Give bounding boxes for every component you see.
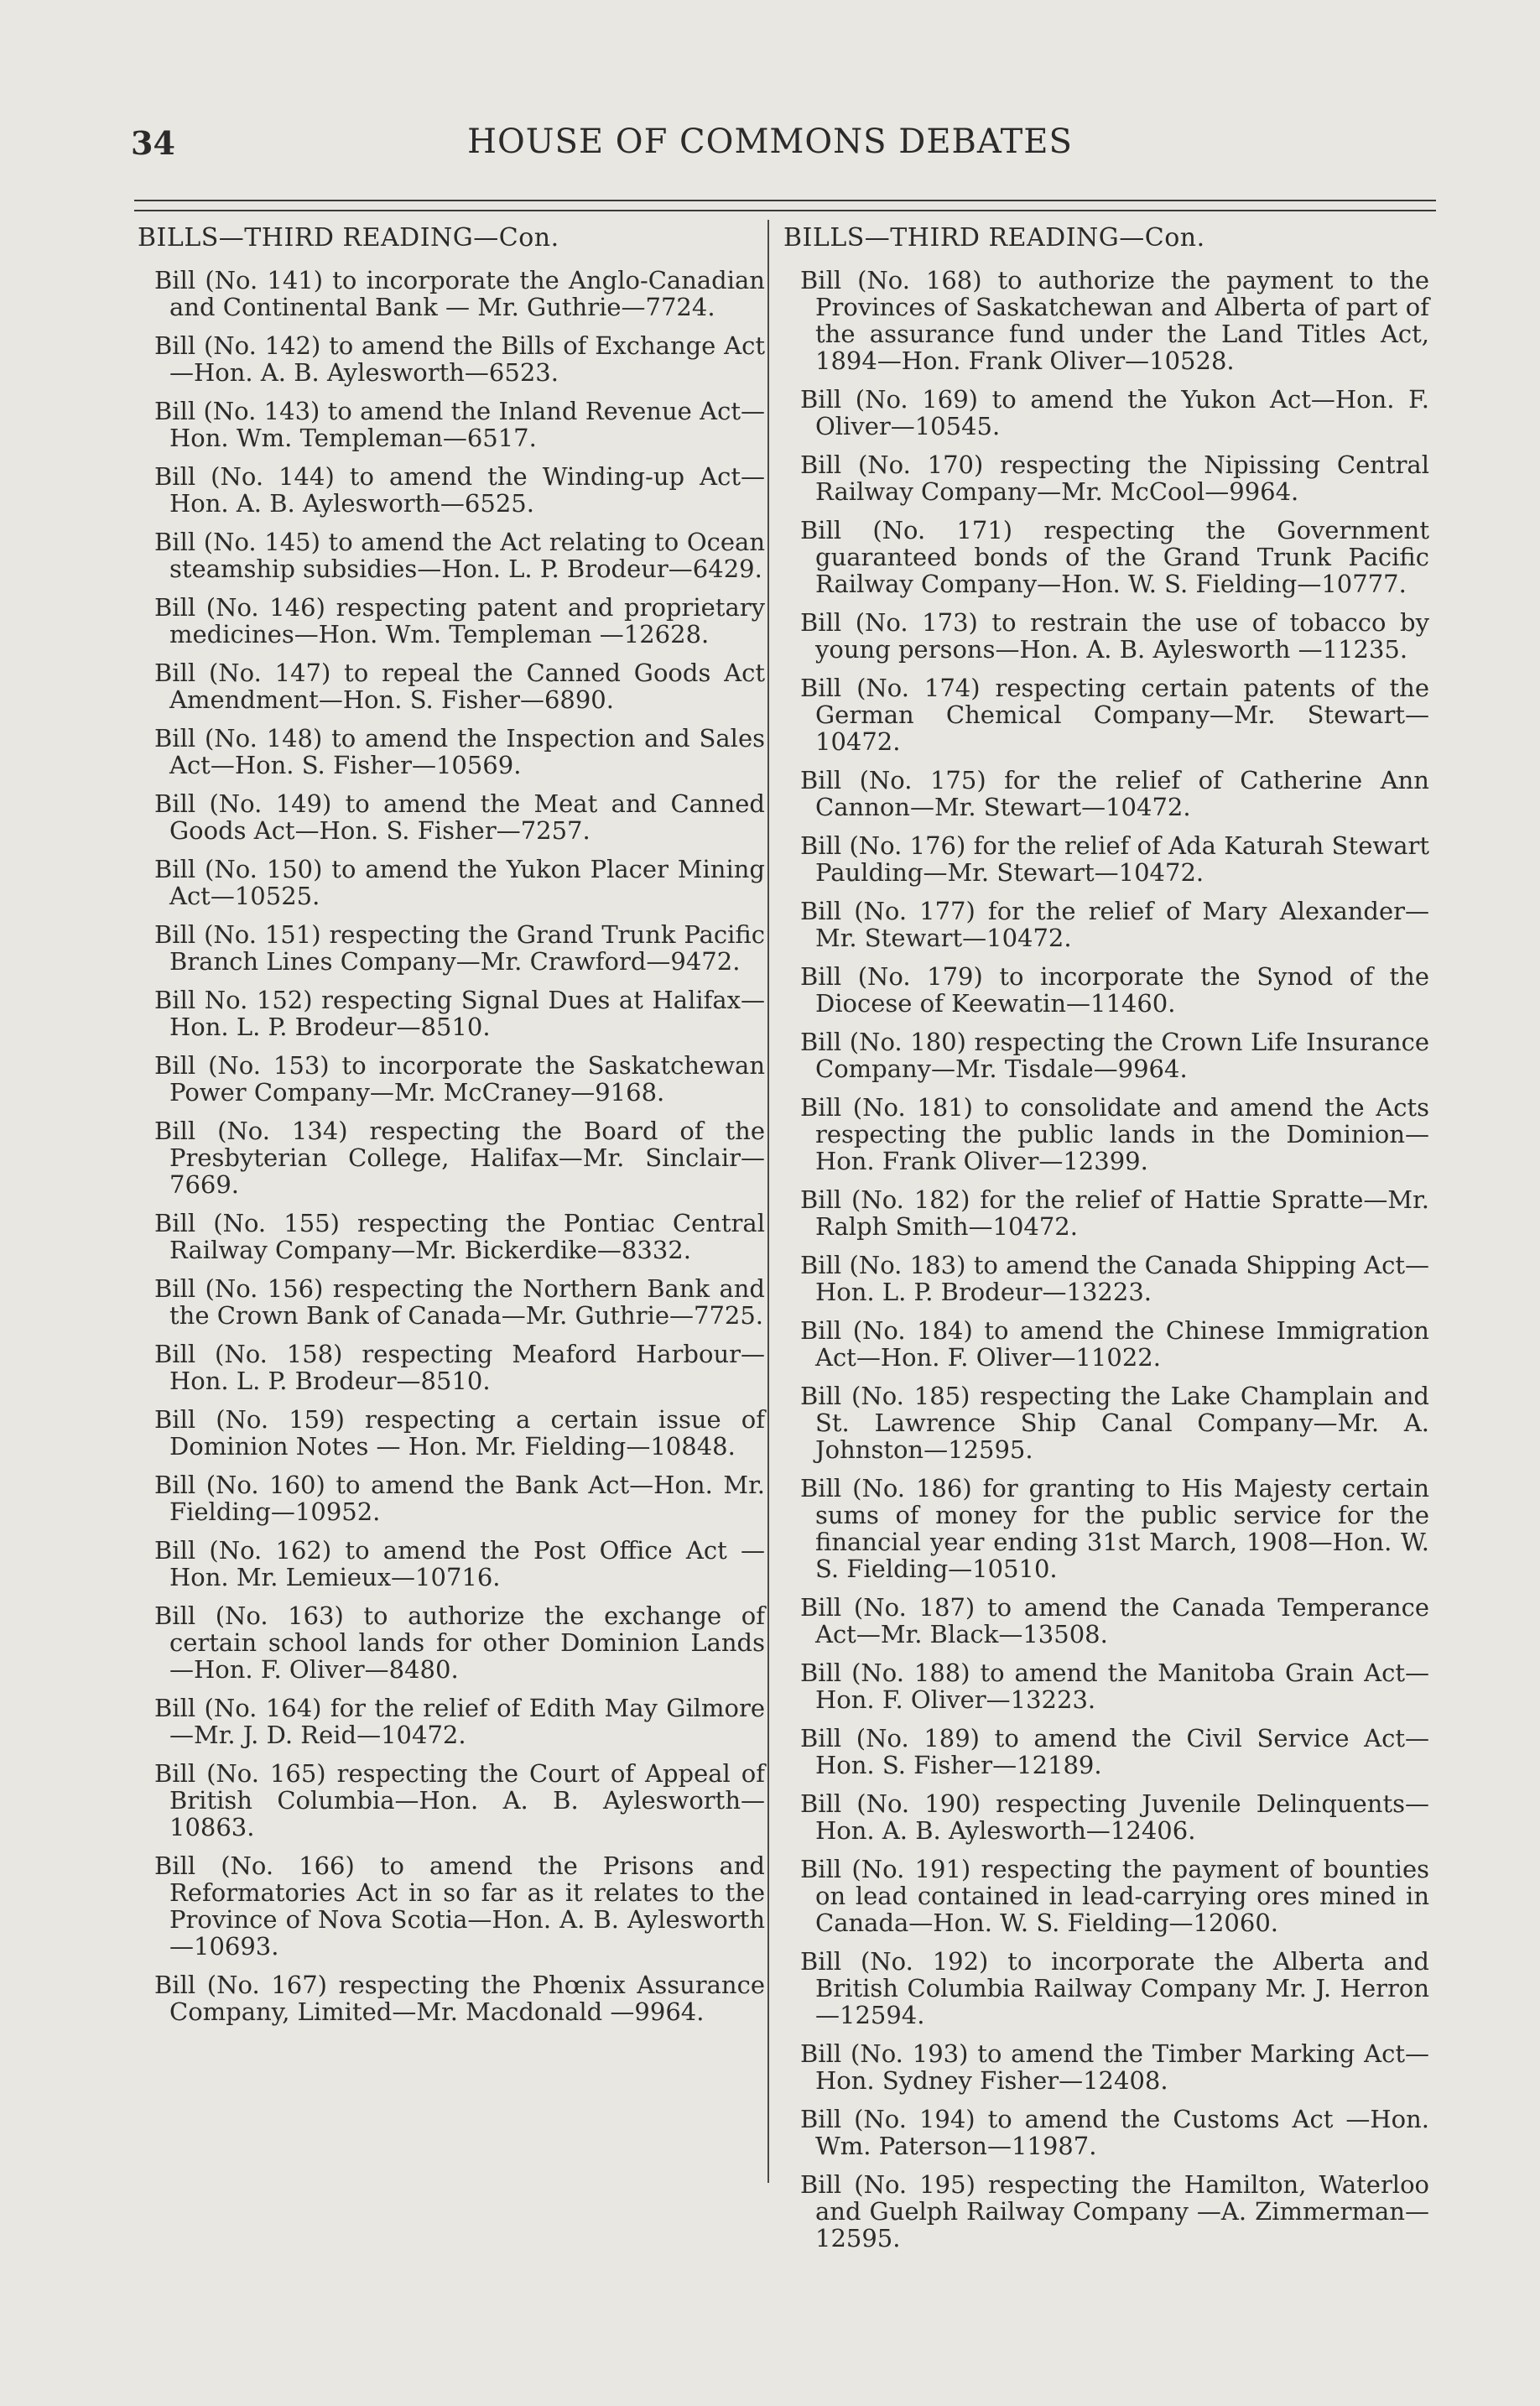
bill-entry: Bill (No. 144) to amend the Winding-up Act—Hon. A. B. Aylesworth—6525.	[154, 462, 765, 518]
entry-list	[783, 267, 1429, 2252]
bill-entry: Bill No. 152) respecting Signal Dues at Halifax—Hon. L. P. Brodeur—8510.	[154, 986, 765, 1041]
bill-entry: Bill (No. 180) respecting the Crown Life Insurance Company—Mr. Tisdale—9964.	[800, 1028, 1429, 1083]
bill-entry: Bill (No. 176) for the relief of Ada Katurah Stewart Paulding—Mr. Stewart—10472.	[800, 831, 1429, 887]
bill-entry: Bill (No. 162) to amend the Post Office Act —Hon. Mr. Lemieux—10716.	[154, 1536, 765, 1591]
header-rule	[134, 200, 1436, 211]
bill-entry: Bill (No. 194) to amend the Customs Act —Hon. Wm. Paterson—11987.	[800, 2105, 1429, 2160]
entry-list	[138, 267, 765, 2025]
bill-entry: Bill (No. 171) respecting the Government guaranteed bonds of the Grand Trunk Pacific Railway Company—Hon. W. S. Fielding—10777.	[800, 516, 1429, 598]
bill-entry: Bill (No. 179) to incorporate the Synod of the Diocese of Keewatin—11460.	[800, 962, 1429, 1018]
bill-entry: Bill (No. 177) for the relief of Mary Alexander—Mr. Stewart—10472.	[800, 897, 1429, 952]
bill-entry: Bill (No. 145) to amend the Act relating to Ocean steamship subsidies—Hon. L. P. Brodeur—6429.	[154, 528, 765, 583]
right-column	[783, 225, 1429, 2263]
running-head: HOUSE OF COMMONS DEBATES	[467, 122, 1073, 161]
bill-entry: Bill (No. 188) to amend the Manitoba Grain Act—Hon. F. Oliver—13223.	[800, 1659, 1429, 1714]
page-number: 34	[131, 124, 175, 162]
bill-entry: Bill (No. 190) respecting Juvenile Delinquents—Hon. A. B. Aylesworth—12406.	[800, 1789, 1429, 1845]
bill-entry: Bill (No. 195) respecting the Hamilton, Waterloo and Guelph Railway Company —A. Zimmerman—12595.	[800, 2170, 1429, 2252]
bill-entry: Bill (No. 167) respecting the Phœnix Assurance Company, Limited—Mr. Macdonald —9964.	[154, 1971, 765, 2026]
bill-entry: Bill (No. 165) respecting the Court of Appeal of British Columbia—Hon. A. B. Aylesworth—10863.	[154, 1759, 765, 1841]
bill-entry: Bill (No. 150) to amend the Yukon Placer Mining Act—10525.	[154, 855, 765, 910]
left-column	[138, 225, 765, 2037]
bill-entry: Bill (No. 164) for the relief of Edith May Gilmore—Mr. J. D. Reid—10472.	[154, 1694, 765, 1749]
section-heading: BILLS—THIRD READING—Con.	[138, 223, 559, 253]
bill-entry: Bill (No. 155) respecting the Pontiac Central Railway Company—Mr. Bickerdike—8332.	[154, 1209, 765, 1264]
bill-entry: Bill (No. 156) respecting the Northern Bank and the Crown Bank of Canada—Mr. Guthrie—7725.	[154, 1274, 765, 1330]
bill-entry: Bill (No. 175) for the relief of Catherine Ann Cannon—Mr. Stewart—10472.	[800, 766, 1429, 821]
bill-entry: Bill (No. 169) to amend the Yukon Act—Hon. F. Oliver—10545.	[800, 385, 1429, 440]
bill-entry: Bill (No. 193) to amend the Timber Marking Act—Hon. Sydney Fisher—12408.	[800, 2039, 1429, 2095]
bill-entry: Bill (No. 146) respecting patent and proprietary medicines—Hon. Wm. Templeman —12628.	[154, 593, 765, 648]
bill-entry: Bill (No. 187) to amend the Canada Temperance Act—Mr. Black—13508.	[800, 1593, 1429, 1648]
bill-entry: Bill (No. 158) respecting Meaford Harbour—Hon. L. P. Brodeur—8510.	[154, 1340, 765, 1395]
bill-entry: Bill (No. 148) to amend the Inspection and Sales Act—Hon. S. Fisher—10569.	[154, 724, 765, 779]
bill-entry: Bill (No. 173) to restrain the use of tobacco by young persons—Hon. A. B. Aylesworth —11235.	[800, 608, 1429, 664]
bill-entry: Bill (No. 185) respecting the Lake Champlain and St. Lawrence Ship Canal Company—Mr. A. Johnston—12595.	[800, 1382, 1429, 1464]
bill-entry: Bill (No. 143) to amend the Inland Revenue Act—Hon. Wm. Templeman—6517.	[154, 397, 765, 452]
bill-entry: Bill (No. 159) respecting a certain issue of Dominion Notes — Hon. Mr. Fielding—10848.	[154, 1405, 765, 1461]
bill-entry: Bill (No. 174) respecting certain patents of the German Chemical Company—Mr. Stewart—10472.	[800, 674, 1429, 756]
bill-entry: Bill (No. 168) to authorize the payment to the Provinces of Saskatchewan and Alberta of part of the assurance fund under the Land Titles Act, 1894—Hon. Frank Oliver—10528.	[800, 266, 1429, 375]
bill-entry: Bill (No. 151) respecting the Grand Trunk Pacific Branch Lines Company—Mr. Crawford—9472.	[154, 920, 765, 976]
bill-entry: Bill (No. 147) to repeal the Canned Goods Act Amendment—Hon. S. Fisher—6890.	[154, 659, 765, 714]
bill-entry: Bill (No. 182) for the relief of Hattie Spratte—Mr. Ralph Smith—10472.	[800, 1185, 1429, 1241]
bill-entry: Bill (No. 183) to amend the Canada Shipping Act—Hon. L. P. Brodeur—13223.	[800, 1251, 1429, 1306]
bill-entry: Bill (No. 163) to authorize the exchange of certain school lands for other Dominion Lands—Hon. F. Oliver—8480.	[154, 1601, 765, 1684]
bill-entry: Bill (No. 142) to amend the Bills of Exchange Act—Hon. A. B. Aylesworth—6523.	[154, 331, 765, 387]
bill-entry: Bill (No. 184) to amend the Chinese Immigration Act—Hon. F. Oliver—11022.	[800, 1316, 1429, 1372]
section-heading: BILLS—THIRD READING—Con.	[783, 223, 1205, 253]
bill-entry: Bill (No. 166) to amend the Prisons and Reformatories Act in so far as it relates to the Province of Nova Scotia—Hon. A. B. Aylesworth—10693.	[154, 1851, 765, 1961]
bill-entry: Bill (No. 189) to amend the Civil Service Act—Hon. S. Fisher—12189.	[800, 1724, 1429, 1779]
bill-entry: Bill (No. 186) for granting to His Majesty certain sums of money for the public service for the financial year ending 31st March, 1908—Hon. W. S. Fielding—10510.	[800, 1474, 1429, 1583]
bill-entry: Bill (No. 134) respecting the Board of the Presbyterian College, Halifax—Mr. Sinclair—7669.	[154, 1117, 765, 1199]
bill-entry: Bill (No. 192) to incorporate the Alberta and British Columbia Railway Company Mr. J. Herron—12594.	[800, 1947, 1429, 2029]
column-divider	[767, 220, 769, 2183]
bill-entry: Bill (No. 191) respecting the payment of bounties on lead contained in lead-carrying ores mined in Canada—Hon. W. S. Fielding—12060.	[800, 1855, 1429, 1937]
bill-entry: Bill (No. 153) to incorporate the Saskatchewan Power Company—Mr. McCraney—9168.	[154, 1051, 765, 1107]
bill-entry: Bill (No. 170) respecting the Nipissing Central Railway Company—Mr. McCool—9964.	[800, 450, 1429, 506]
bill-entry: Bill (No. 160) to amend the Bank Act—Hon. Mr. Fielding—10952.	[154, 1471, 765, 1526]
bill-entry: Bill (No. 181) to consolidate and amend the Acts respecting the public lands in the Dominion—Hon. Frank Oliver—12399.	[800, 1093, 1429, 1175]
bill-entry: Bill (No. 141) to incorporate the Anglo-Canadian and Continental Bank — Mr. Guthrie—7724.	[154, 266, 765, 321]
bill-entry: Bill (No. 149) to amend the Meat and Canned Goods Act—Hon. S. Fisher—7257.	[154, 789, 765, 845]
